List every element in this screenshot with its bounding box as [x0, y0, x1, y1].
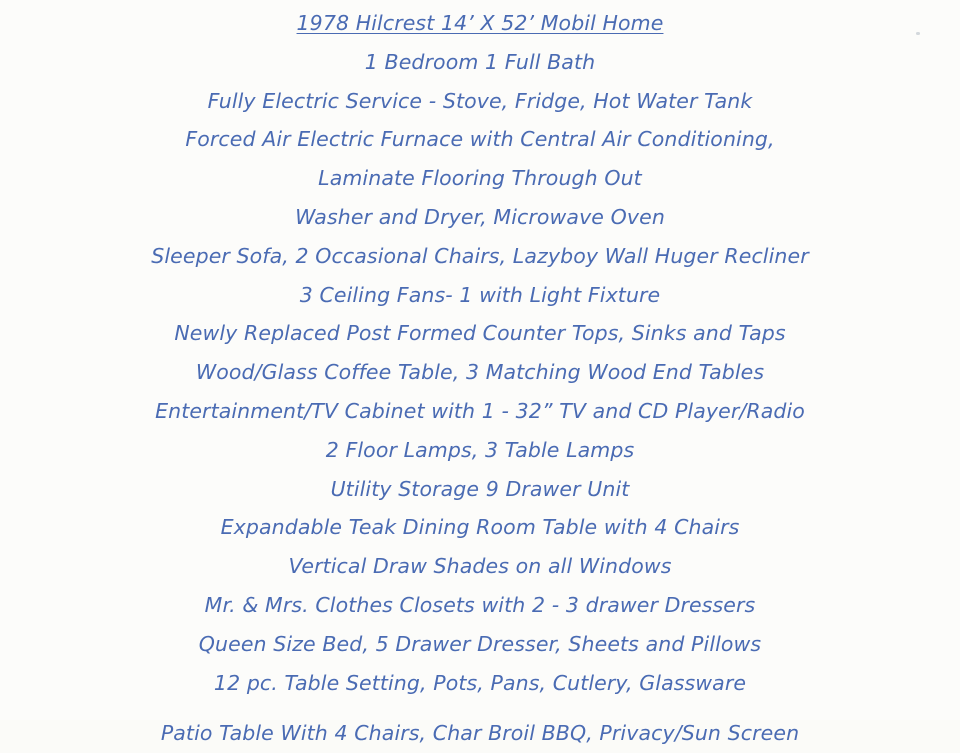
feature-line: 3 Ceiling Fans- 1 with Light Fixture — [299, 282, 661, 307]
feature-line: Utility Storage 9 Drawer Unit — [330, 476, 630, 501]
feature-line: Sleeper Sofa, 2 Occasional Chairs, Lazyboy Wall Huger Recliner — [151, 243, 809, 268]
feature-line: Queen Size Bed, 5 Drawer Dresser, Sheets and Pillows — [198, 631, 762, 656]
feature-line: Washer and Dryer, Microwave Oven — [295, 204, 665, 229]
feature-line: Mr. & Mrs. Clothes Closets with 2 - 3 drawer Dressers — [204, 592, 756, 617]
feature-line: Entertainment/TV Cabinet with 1 - 32” TV and CD Player/Radio — [155, 398, 805, 423]
features-list — [0, 4, 960, 746]
feature-line: Newly Replaced Post Formed Counter Tops, Sinks and Taps — [174, 321, 786, 346]
feature-line: 12 pc. Table Setting, Pots, Pans, Cutlery, Glassware — [213, 670, 747, 695]
feature-line: Wood/Glass Coffee Table, 3 Matching Wood End Tables — [195, 360, 765, 385]
feature-line: Laminate Flooring Through Out — [318, 166, 642, 191]
feature-line: Patio Table With 4 Chairs, Char Broil BBQ, Privacy/Sun Screen — [160, 721, 800, 746]
feature-line: Forced Air Electric Furnace with Central Air Conditioning, — [185, 127, 775, 152]
feature-line: Vertical Draw Shades on all Windows — [288, 554, 672, 579]
feature-line: 1 Bedroom 1 Full Bath — [364, 49, 596, 74]
feature-line: Fully Electric Service - Stove, Fridge, Hot Water Tank — [207, 88, 753, 113]
document-title: 1978 Hilcrest 14’ X 52’ Mobil Home — [296, 11, 664, 35]
feature-line: Expandable Teak Dining Room Table with 4 Chairs — [220, 515, 740, 540]
feature-line: 2 Floor Lamps, 3 Table Lamps — [325, 437, 635, 462]
